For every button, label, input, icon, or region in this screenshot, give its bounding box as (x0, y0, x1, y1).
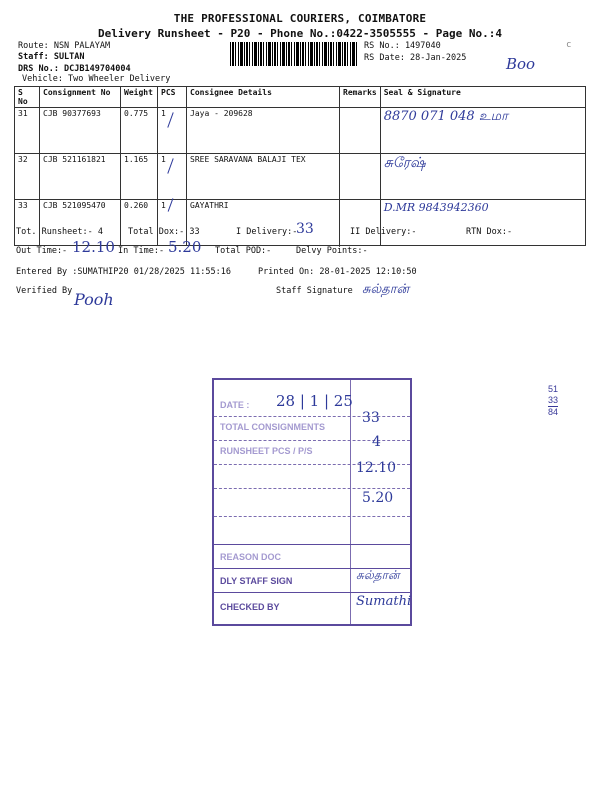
delvy-points: Delvy Points:- (296, 246, 368, 256)
stamp-runsheet-label: RUNSHEET PCS / P/S (220, 446, 313, 456)
row-remarks (340, 200, 381, 246)
stamp-checked-value: Sumathi (356, 594, 412, 609)
route: Route: NSN PALAYAM (18, 41, 111, 51)
company-title: THE PROFESSIONAL COURIERS, COIMBATORE (173, 12, 427, 25)
row-weight: 1.165 (121, 154, 158, 200)
row-sno: 32 (15, 154, 40, 200)
row-sno: 33 (15, 200, 40, 246)
barcode (230, 42, 358, 66)
staff-signature-value: சுல்தான் (362, 282, 410, 297)
col-consignment: Consignment No (40, 87, 121, 108)
col-remarks: Remarks (340, 87, 381, 108)
stamp-total-consignments-value: 33 (362, 410, 380, 426)
tot-runsheet: Tot. Runsheet:- 4 (16, 227, 103, 237)
col-weight: Weight (121, 87, 158, 108)
stamp-row-line (214, 544, 410, 545)
stamp-date-label: DATE : (220, 400, 250, 410)
stamp-runsheet-value: 4 (372, 434, 381, 450)
row-signature (380, 108, 585, 154)
col-consignee: Consignee Details (187, 87, 340, 108)
stamp-dly-staff-value: சுல்தான் (356, 568, 400, 582)
out-time-label: Out Time:- (16, 246, 68, 256)
row-remarks (340, 108, 381, 154)
total-pod: Total POD:- (215, 246, 272, 256)
row-consignee: GAYATHRI (187, 200, 340, 246)
i-delivery-value: 33 (296, 221, 314, 237)
ii-delivery: II Delivery:- (350, 227, 417, 237)
stamp-row-line (214, 416, 410, 417)
corner-mark: c (566, 40, 572, 50)
entered-by: Entered By :SUMATHIP20 01/28/2025 11:55:16 (16, 267, 231, 277)
staff-signature-label: Staff Signature (276, 286, 353, 296)
table-row (15, 154, 586, 200)
out-time-value: 12.10 (72, 238, 115, 256)
row-pcs: 1 (158, 200, 187, 246)
col-pcs: PCS (158, 87, 187, 108)
row-consignee: SREE SARAVANA BALAJI TEX (187, 154, 340, 200)
stamp-reason-label: REASON DOC (220, 552, 282, 562)
stamp-row-line (214, 592, 410, 593)
stamp-date-value: 28 | 1 | 25 (276, 392, 353, 410)
table-header-row (15, 87, 586, 108)
table-row (15, 108, 586, 154)
stamp-total-consignments-label: TOTAL CONSIGNMENTS (220, 422, 326, 432)
row-remarks (340, 154, 381, 200)
verified-by-label: Verified By (16, 286, 73, 296)
row-weight: 0.775 (121, 108, 158, 154)
drs-no: DRS No.: DCJB149704004 (18, 64, 131, 74)
total-dox: Total Dox:- 33 (128, 227, 200, 237)
verified-signature: Pooh (74, 290, 114, 309)
rs-no: RS No.: 1497040 (364, 41, 441, 51)
runsheet-subtitle: Delivery Runsheet - P20 - Phone No.:0422-3505555 - Page No.:4 (98, 27, 502, 40)
col-sno: S No (15, 87, 40, 108)
in-time-label: In Time:- (118, 246, 165, 256)
signature-text: 8870 071 048 உமா (383, 109, 508, 124)
in-time-value: 5.20 (168, 238, 202, 256)
printed-on: Printed On: 28-01-2025 12:10:50 (258, 267, 417, 277)
i-delivery-label: I Delivery:- (236, 227, 298, 237)
col-seal-signature: Seal & Signature (380, 87, 585, 108)
side-note (548, 384, 558, 418)
handwritten-note: Boo (506, 55, 536, 73)
stamp-in-time-value: 5.20 (362, 490, 394, 506)
row-signature (380, 200, 585, 246)
row-consignment-no: CJB 90377693 (40, 108, 121, 154)
row-sno: 31 (15, 108, 40, 154)
stamp-row-line (214, 516, 410, 517)
side-note-line: 33 (548, 395, 559, 405)
signature-text: சுரேஷ் (383, 155, 426, 171)
stamp-checked-label: CHECKED BY (220, 602, 280, 612)
side-note-line: 84 (548, 407, 559, 417)
stamp-row-line (214, 488, 410, 489)
side-note-line: 51 (548, 384, 559, 394)
rubber-stamp (212, 378, 412, 626)
row-signature (380, 154, 585, 200)
row-consignment-no: CJB 521095470 (40, 200, 121, 246)
row-pcs: 1 (158, 108, 187, 154)
vehicle: Vehicle: Two Wheeler Delivery (22, 74, 171, 84)
stamp-out-time-value: 12.10 (356, 460, 397, 476)
staff: Staff: SULTAN (18, 52, 85, 62)
stamp-dly-staff-label: DLY STAFF SIGN (220, 576, 293, 586)
row-consignment-no: CJB 521161821 (40, 154, 121, 200)
rtn-dox: RTN Dox:- (466, 227, 513, 237)
signature-text: D.MR 9843942360 (383, 201, 489, 214)
row-weight: 0.260 (121, 200, 158, 246)
row-pcs: 1 (158, 154, 187, 200)
row-consignee: Jaya - 209628 (187, 108, 340, 154)
rs-date: RS Date: 28-Jan-2025 (364, 53, 467, 63)
